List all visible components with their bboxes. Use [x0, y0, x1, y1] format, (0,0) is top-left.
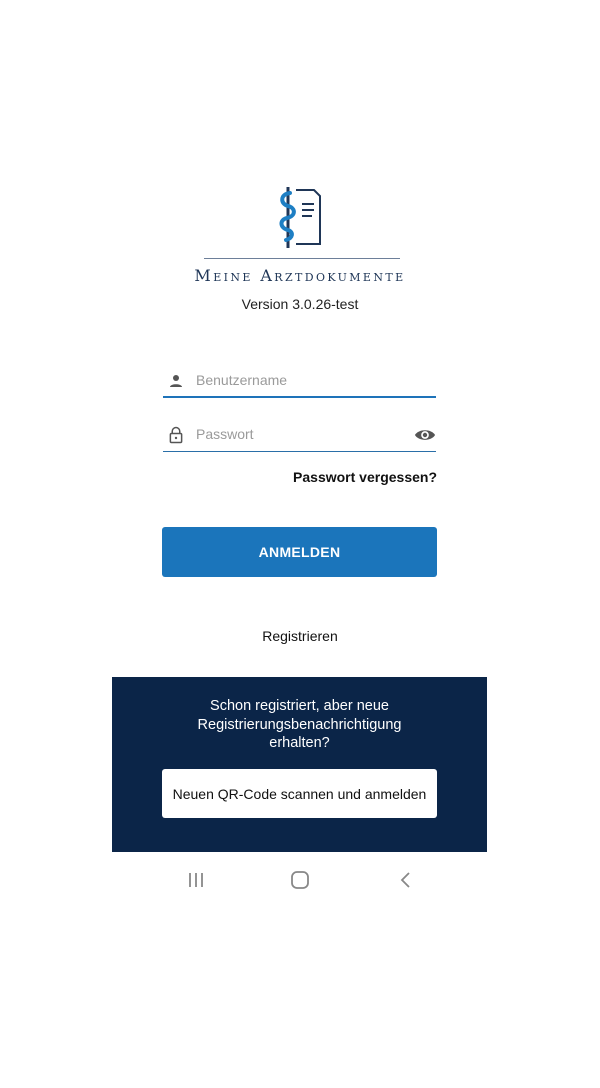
- forgot-password-link[interactable]: Passwort vergessen?: [293, 469, 437, 485]
- username-input[interactable]: [196, 368, 396, 392]
- back-icon[interactable]: [394, 868, 418, 892]
- password-input[interactable]: [196, 422, 396, 446]
- scan-qr-code-button[interactable]: Neuen QR-Code scannen und anmelden: [162, 769, 437, 818]
- app-version: Version 3.0.26-test: [241, 296, 359, 312]
- person-icon: [167, 372, 185, 390]
- password-underline: [163, 451, 436, 452]
- home-icon[interactable]: [288, 868, 312, 892]
- logo-divider: [204, 258, 400, 259]
- login-button[interactable]: ANMELDEN: [162, 527, 437, 577]
- app-brand-name: Meine Arztdokumente: [194, 266, 406, 285]
- recent-apps-icon[interactable]: [184, 868, 208, 892]
- username-field[interactable]: [163, 364, 436, 398]
- navigation-bar: [112, 858, 487, 902]
- reregister-prompt: Schon registriert, aber neue Registrierungsbenachrichtigung erhalten?: [197, 698, 402, 751]
- register-link[interactable]: Registrieren: [262, 628, 338, 644]
- lock-icon: [167, 426, 185, 444]
- password-field[interactable]: [163, 418, 436, 452]
- username-underline: [163, 396, 436, 398]
- reregister-banner: [112, 677, 487, 852]
- rod-of-asclepius-document-icon: [274, 184, 326, 250]
- eye-icon[interactable]: [414, 425, 436, 445]
